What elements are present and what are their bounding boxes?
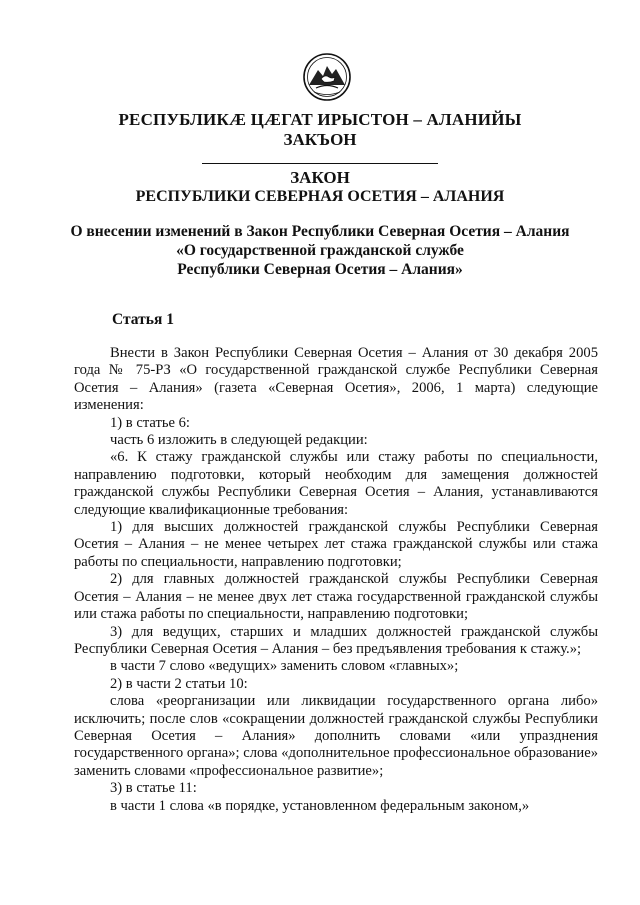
law-subject: [60, 222, 580, 279]
paragraph: в части 1 слова «в порядке, установленном федеральным законом,»: [110, 797, 530, 814]
paragraph: «6. К стажу гражданской службы или стажу работы по специальности, направлению подготовки, который необходим для замещения должностей гражданской службы Республики Северная Осетия – Алания, устанавливаются следующие квалификационные требования:: [74, 449, 598, 518]
paragraph: слова «реорганизации или ликвидации государственного органа либо» исключить; после слов «сокращении должностей гражданской службы Республики Северная Осетия – Алания» дополнить словами «или упразднения государственного органа»; слова «дополнительное профессиональное образование» заменить словами «профессиональное развитие»;: [74, 693, 598, 779]
law-subject-line: «О государственной гражданской службе: [176, 242, 464, 259]
law-subject-line: О внесении изменений в Закон Республики Северная Осетия – Алания: [70, 223, 570, 240]
paragraph: 3) в статье 11:: [110, 780, 197, 797]
paragraph: 1) для высших должностей гражданской службы Республики Северная Осетия – Алания – не менее четырех лет стажа гражданской службы или стажа работы по специальности, направлению подготовки;: [74, 519, 598, 570]
paragraph: часть 6 изложить в следующей редакции:: [110, 432, 368, 449]
native-title: РЕСПУБЛИКӔ ЦӔГАТ ИРЫСТОН – АЛАНИЙЫ: [118, 110, 522, 129]
article-body: [74, 345, 598, 815]
article-title: Статья 1: [112, 311, 174, 328]
header-divider: [202, 163, 438, 164]
republic-title: РЕСПУБЛИКИ СЕВЕРНАЯ ОСЕТИЯ – АЛАНИЯ: [135, 188, 505, 205]
paragraph: 2) в части 2 статьи 10:: [110, 675, 248, 692]
paragraph: Внести в Закон Республики Северная Осетия – Алания от 30 декабря 2005 года № 75-РЗ «О государственной гражданской службе Республики Северная Осетия – Алания» (газета «Северная Осетия», 2006, 1 марта) следующие изменения:: [74, 345, 598, 414]
paragraph: 3) для ведущих, старших и младших должностей гражданской службы Республики Северная Осетия – Алания – без предъявления требования к стажу.»;: [74, 623, 598, 657]
paragraph: 2) для главных должностей гражданской службы Республики Северная Осетия – Алания – не менее двух лет стажа государственной гражданской службы или стажа работы по специальности, направлению подготовки;: [74, 571, 598, 623]
law-subject-line: Республики Северная Осетия – Алания»: [177, 261, 463, 278]
coat-of-arms-emblem-icon: [302, 52, 352, 102]
native-law-title: ЗАКЪОН: [283, 130, 357, 149]
paragraph: 1) в статье 6:: [110, 414, 190, 431]
paragraph: в части 7 слово «ведущих» заменить словом «главных»;: [110, 658, 459, 675]
law-title: ЗАКОН: [290, 168, 350, 187]
